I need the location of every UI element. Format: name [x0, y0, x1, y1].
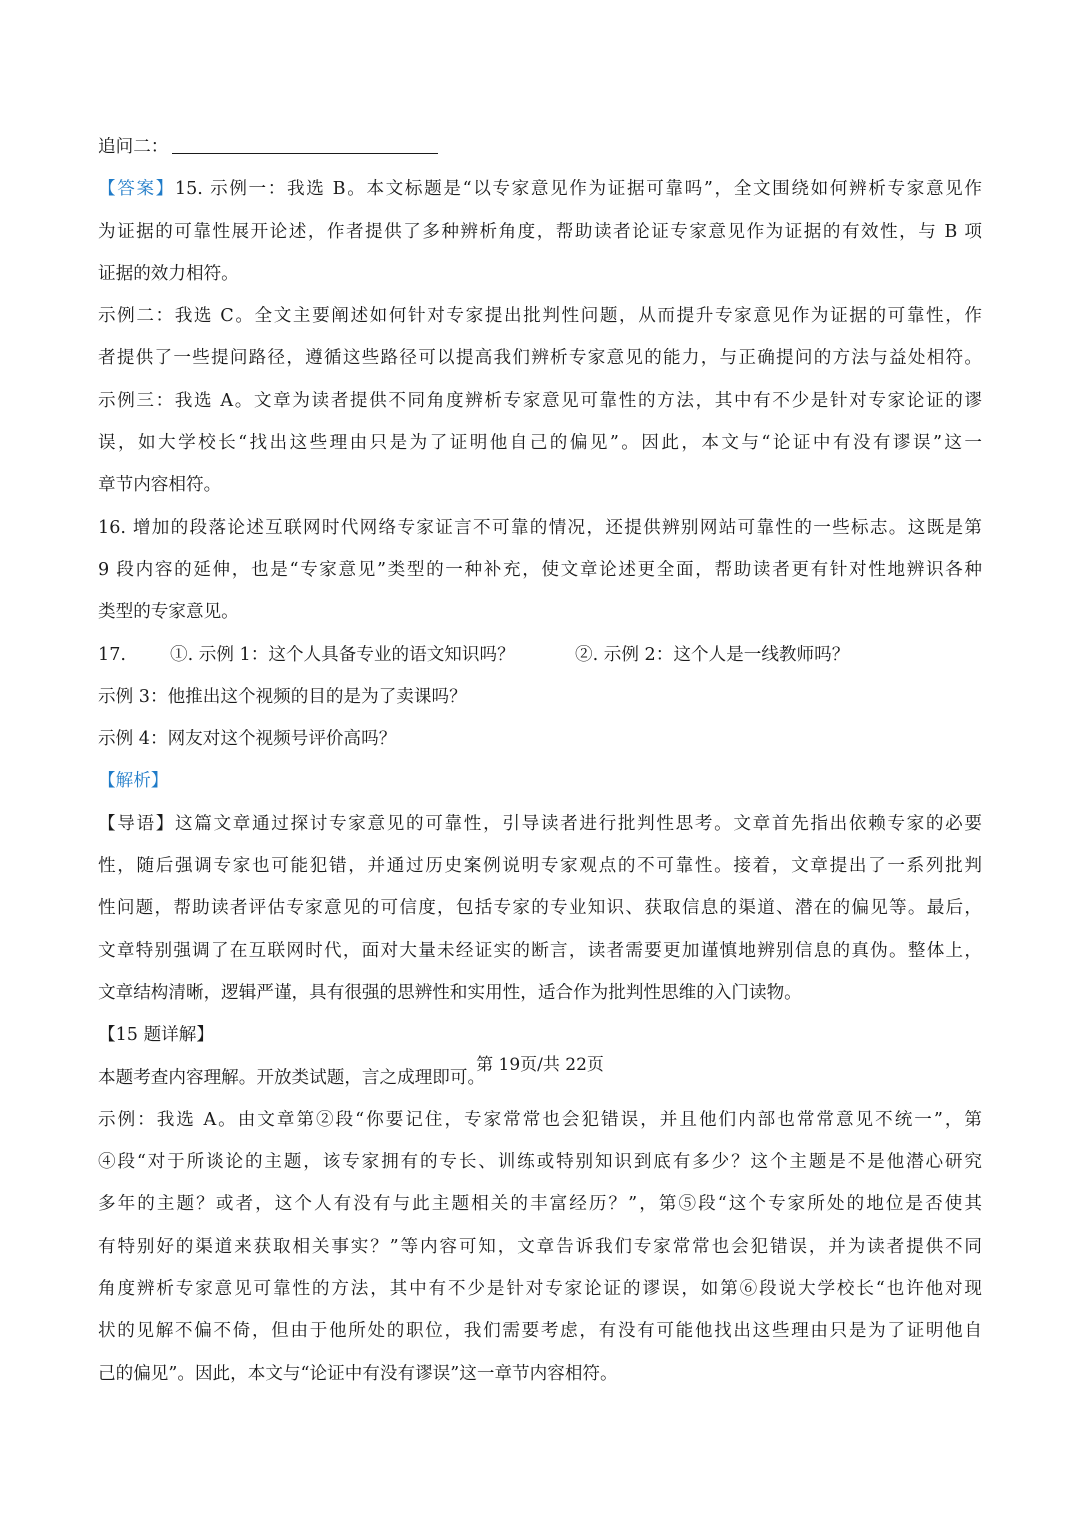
q16-line: 16. 增加的段落论述互联网时代网络专家证言不可靠的情况，还提供辨别网站可靠性的一些标志。这既是第	[98, 517, 982, 538]
q17-line	[98, 634, 982, 676]
followup-question-2	[98, 126, 982, 168]
q17-number: 17.	[98, 644, 126, 665]
q15-example-line: ④段“对于所谈论的主题，该专家拥有的专长、训练或特别知识到底有多少？这个主题是不是他潜心研究	[98, 1152, 982, 1173]
answer-text: 15. 示例一：我选 B。本文标题是“以专家意见作为证据可靠吗”，全文围绕如何辨析专家意见作	[174, 179, 982, 200]
intro-line: 性，随后强调专家也可能犯错，并通过历史案例说明专家观点的不可靠性。接着，文章提出了一系列批判	[98, 856, 982, 877]
q15-example-line: 有特别好的渠道来获取相关事实？”等内容可知，文章告诉我们专家常常也会犯错误，并为读者提供不同	[98, 1236, 982, 1257]
page-content	[98, 126, 982, 1395]
q17-example-4: 示例 4：网友对这个视频号评价高吗？	[98, 729, 397, 750]
page-footer: 第 19页/共 22页	[476, 1055, 604, 1075]
q15-example-line: 状的见解不偏不倚，但由于他所处的职位，我们需要考虑，有没有可能他找出这些理由只是为了证明他自	[98, 1321, 982, 1342]
answer-blank-line	[172, 135, 438, 154]
q15-example-line: 角度辨析专家意见可靠性的方法，其中有不少是针对专家论证的谬误，如第⑥段说大学校长“也许他对现	[98, 1279, 982, 1300]
example-3-line: 章节内容相符。	[98, 475, 222, 496]
q17-example-3: 示例 3：他推出这个视频的目的是为了卖课吗？	[98, 686, 467, 707]
example-2-line: 示例二：我选 C。全文主要阐述如何针对专家提出批判性问题，从而提升专家意见作为证据的可靠性，作	[98, 306, 982, 327]
q15-example-line: 示例：我选 A。由文章第②段“你要记住，专家常常也会犯错误，并且他们内部也常常意见不统一”，第	[98, 1109, 982, 1130]
intro-line: 性问题，帮助读者评估专家意见的可信度，包括专家的专业知识、获取信息的渠道、潜在的偏见等。最后，	[98, 898, 982, 919]
q17-example-1: ①. 示例 1：这个人具备专业的语文知识吗？	[170, 644, 515, 665]
answer-line	[98, 168, 982, 210]
analysis-tag: 【解析】	[98, 771, 169, 792]
q16-line: 类型的专家意见。	[98, 602, 239, 623]
example-2-line: 者提供了一些提问路径，遵循这些路径可以提高我们辨析专家意见的能力，与正确提问的方法与益处相符。	[98, 348, 982, 369]
answer-line: 证据的效力相符。	[98, 263, 239, 284]
answer-line: 为证据的可靠性展开论述，作者提供了多种辨析角度，帮助读者论证专家意见作为证据的有效性，与 B 项	[98, 221, 982, 242]
q16-line: 9 段内容的延伸，也是“专家意见”类型的一种补充，使文章论述更全面，帮助读者更有针对性地辨识各种	[98, 559, 982, 580]
q15-note: 本题考查内容理解。开放类试题，言之成理即可。	[98, 1067, 486, 1088]
followup-label: 追问二：	[98, 137, 169, 157]
q17-example-2: ②. 示例 2：这个人是一线教师吗？	[575, 644, 850, 665]
example-3-line: 示例三：我选 A。文章为读者提供不同角度辨析专家意见可靠性的方法，其中有不少是针对专家论证的谬	[98, 390, 982, 411]
q15-example-line: 多年的主题？或者，这个人有没有与此主题相关的丰富经历？”，第⑤段“这个专家所处的地位是否使其	[98, 1194, 982, 1215]
answer-tag: 【答案】	[98, 179, 175, 200]
q15-heading: 【15 题详解】	[98, 1025, 214, 1046]
intro-line: 文章特别强调了在互联网时代，面对大量未经证实的断言，读者需要更加谨慎地辨别信息的真伪。整体上，	[98, 940, 982, 961]
intro-line: 【导语】这篇文章通过探讨专家意见的可靠性，引导读者进行批判性思考。文章首先指出依赖专家的必要	[98, 813, 982, 834]
example-3-line: 误，如大学校长“找出这些理由只是为了证明他自己的偏见”。因此，本文与“论证中有没有谬误”这一	[98, 433, 982, 454]
intro-line: 文章结构清晰，逻辑严谨，具有很强的思辨性和实用性，适合作为批判性思维的入门读物。	[98, 982, 802, 1003]
q15-example-line: 己的偏见”。因此，本文与“论证中有没有谬误”这一章节内容相符。	[98, 1363, 618, 1384]
